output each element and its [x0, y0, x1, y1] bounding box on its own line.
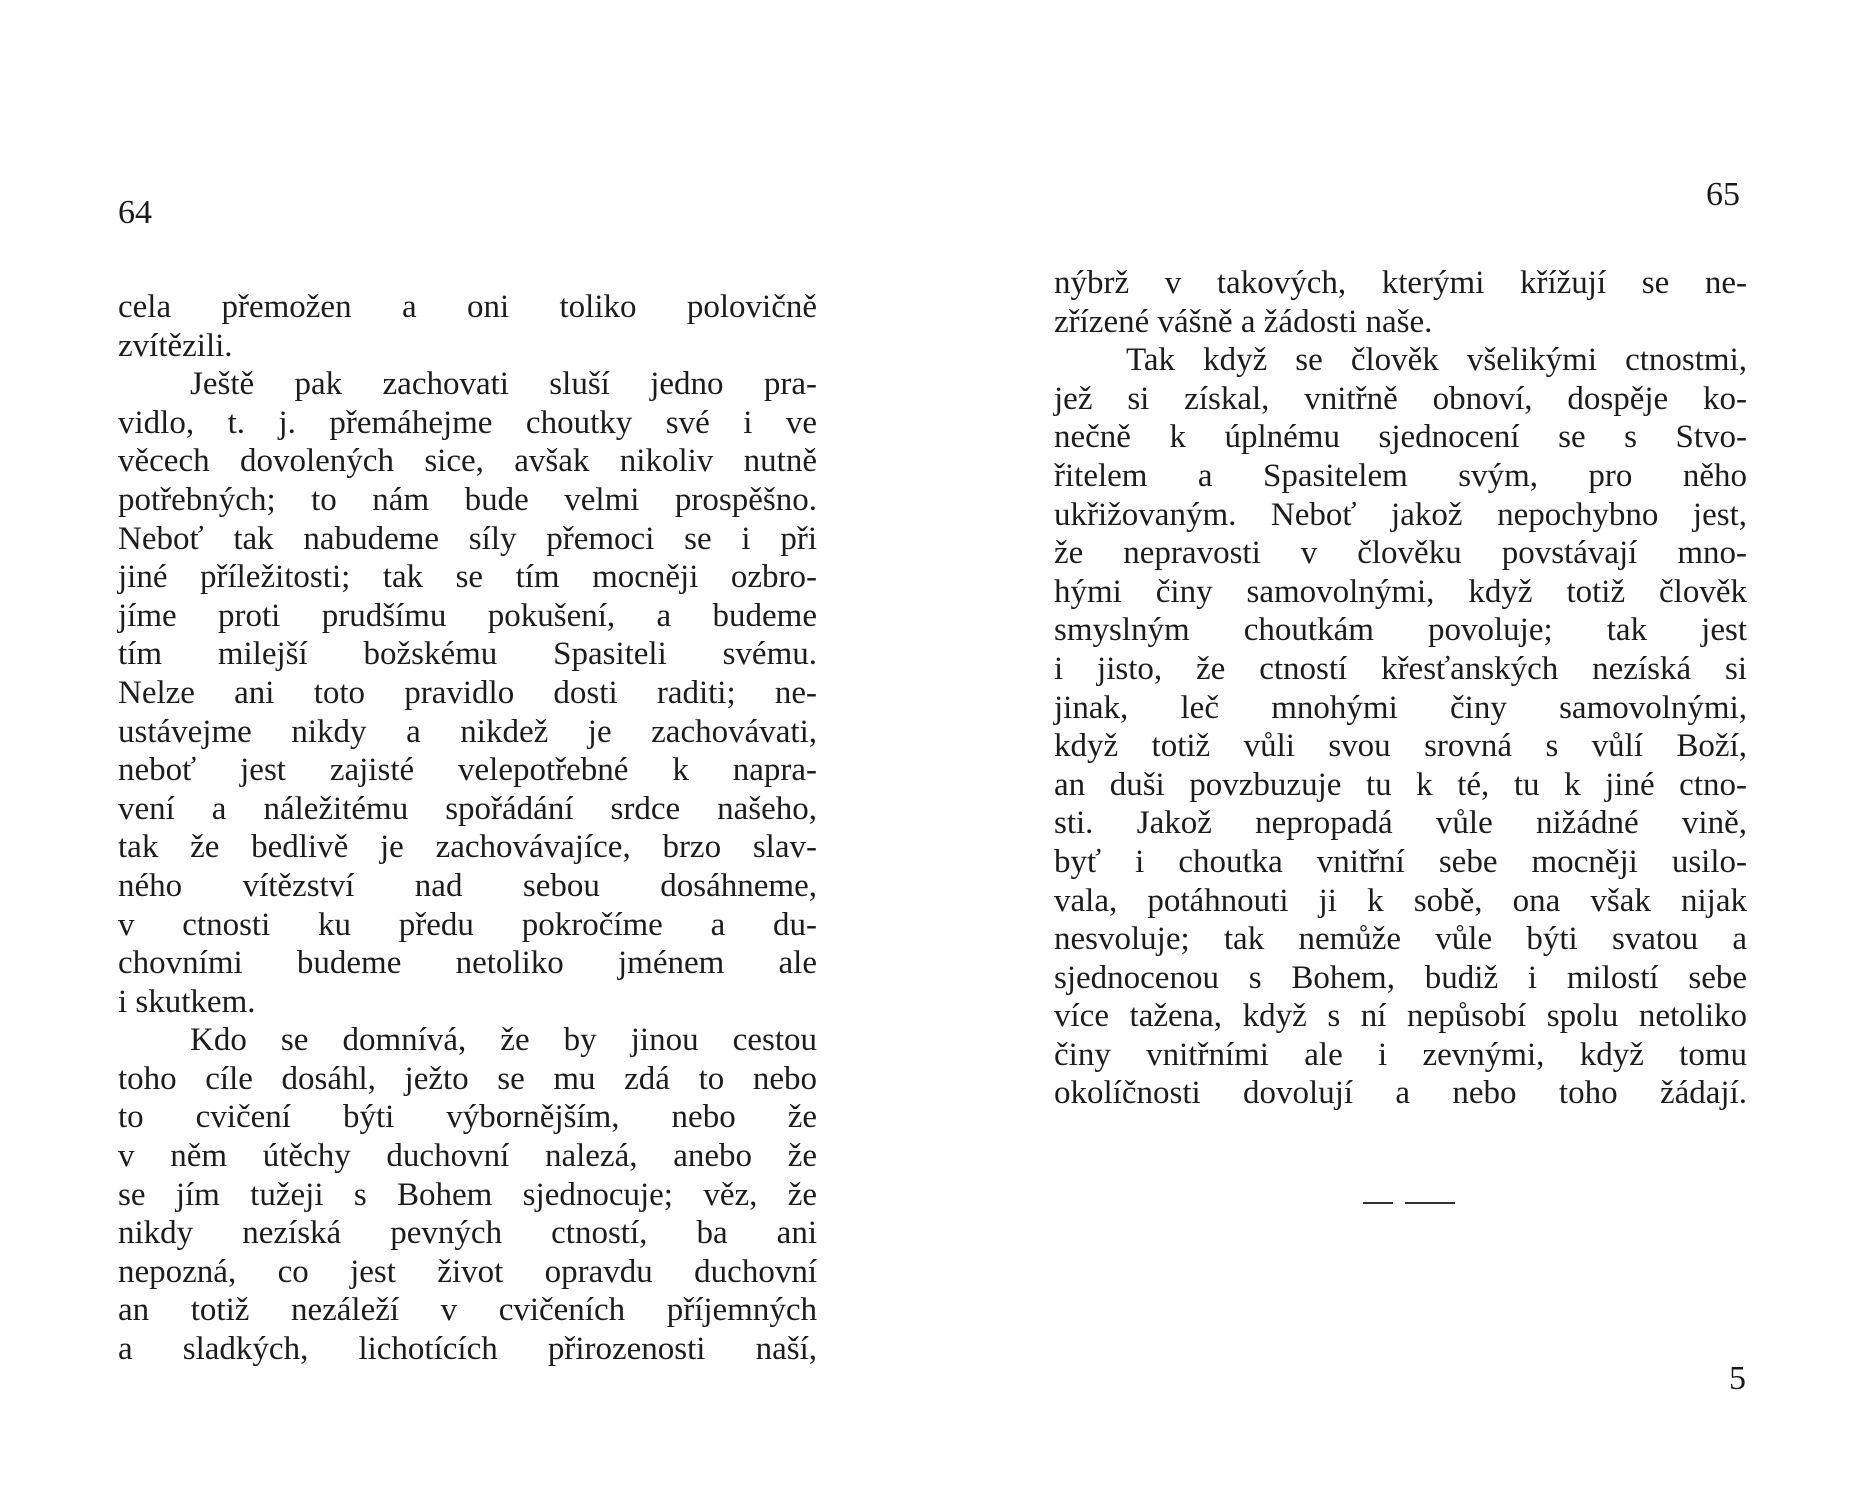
ornament-dash — [1363, 1202, 1393, 1204]
text-line: sjednocenou s Bohem, budiž i milostí sebe — [1054, 959, 1747, 996]
text-line: an totiž nezáleží v cvičeních příjemných — [118, 1292, 817, 1329]
ornament-dash — [1405, 1202, 1455, 1204]
text-line: nýbrž v takových, kterými křížují se ne- — [1054, 265, 1747, 301]
text-line: v něm útěchy duchovní nalezá, anebo že — [118, 1138, 817, 1175]
text-line: neboť jest zajisté velepotřebné k naprа- — [118, 752, 817, 789]
text-line: smyslným choutkám povoluje; tak jest — [1054, 612, 1747, 649]
text-line: jíme proti prudšímu pokušení, a budeme — [118, 597, 817, 634]
right-page-text — [1054, 264, 1747, 1113]
page-number-left: 64 — [118, 194, 152, 231]
text-line: jež si získal, vnitřně obnoví, dospěje ko- — [1054, 380, 1747, 417]
text-line: vala, potáhnouti ji k sobě, ona však nijak — [1054, 882, 1747, 919]
text-line: ustávejme nikdy a nikdež je zachovávati, — [118, 713, 817, 750]
text-line: řitelem a Spasitelem svým, pro něho — [1054, 457, 1747, 494]
text-line: Tak když se člověk všelikými ctnostmi, — [1126, 342, 1747, 379]
text-line: Ještě pak zachovati sluší jedno pra- — [190, 366, 817, 403]
text-line: tak že bedlivě je zachovávajíce, brzo slav- — [118, 829, 817, 866]
text-line: více tažena, když s ní nepůsobí spolu netoliko — [1054, 998, 1747, 1035]
text-line: an duši povzbuzuje tu k té, tu k jiné ctno- — [1054, 766, 1747, 803]
text-line: toho cíle dosáhl, ježto se mu zdá to nebo — [118, 1060, 817, 1097]
text-line: vení a náležitému spořádání srdce našeho, — [118, 790, 817, 827]
text-line: ukřižovaným. Neboť jakož nepochybno jest, — [1054, 496, 1747, 533]
text-line: a sladkých, lichotících přirozenosti naší, — [118, 1331, 817, 1368]
text-line: nikdy nezíská pevných ctností, ba ani — [118, 1215, 817, 1252]
text-line: když totiž vůli svou srovná s vůlí Boží, — [1054, 728, 1747, 765]
text-line: činy vnitřními ale i zevnými, když tomu — [1054, 1036, 1747, 1073]
text-line: hými činy samovolnými, když totiž člověk — [1054, 573, 1747, 610]
text-line: byť i choutka vnitřní sebe mocněji usilo- — [1054, 843, 1747, 880]
text-line: vidlo, t. j. přemáhejme choutky své i ve — [118, 404, 817, 441]
text-line: věcech dovolených sice, avšak nikoliv nutně — [118, 443, 817, 480]
signature-mark: 5 — [1729, 1360, 1746, 1397]
text-line: ného vítězství nad sebou dosáhneme, — [118, 867, 817, 904]
text-line: nepozná, co jest život opravdu duchovní — [118, 1253, 817, 1290]
text-line: v ctnosti ku předu pokročíme a du- — [118, 906, 817, 943]
section-end-ornament — [1363, 1202, 1455, 1204]
text-line: i skutkem. — [118, 983, 256, 1020]
text-line: cela přemožen a oni toliko polovičně — [118, 289, 817, 325]
text-line: tím milejší božskému Spasiteli svému. — [118, 636, 817, 673]
text-line: to cvičení býti výbornějším, nebo že — [118, 1099, 817, 1136]
text-line: jiné příležitosti; tak se tím mocněji ozbro- — [118, 559, 817, 596]
text-line: jinak, leč mnohými činy samovolnými, — [1054, 689, 1747, 726]
left-page-text — [118, 288, 817, 1369]
text-line: nesvoluje; tak nemůže vůle býti svatou a — [1054, 921, 1747, 958]
text-line: Kdo se domnívá, že by jinou cestou — [190, 1022, 817, 1059]
right-page — [927, 0, 1854, 1500]
text-line: Nelze ani toto pravidlo dosti raditi; ne- — [118, 674, 817, 711]
text-line: Neboť tak nabudeme síly přemoci se i při — [118, 520, 817, 557]
text-line: nečně k úplnému sjednocení se s Stvo- — [1054, 419, 1747, 456]
text-line: chovními budeme netoliko jménem ale — [118, 945, 817, 982]
text-line: zvítězili. — [118, 327, 233, 364]
text-line: se jím tužeji s Bohem sjednocuje; věz, že — [118, 1176, 817, 1213]
text-line: zřízené vášně a žádosti naše. — [1054, 303, 1433, 340]
text-line: okolíčnosti dovolují a nebo toho žádají. — [1054, 1075, 1747, 1112]
text-line: potřebných; to nám bude velmi prospěšno. — [118, 481, 817, 518]
page-number-right: 65 — [1706, 176, 1740, 213]
text-line: sti. Jakož nepropadá vůle nižádné vině, — [1054, 805, 1747, 842]
text-line: i jisto, že ctností křesťanských nezíská si — [1054, 650, 1747, 687]
text-line: že nepravosti v člověku povstávají mno- — [1054, 535, 1747, 572]
